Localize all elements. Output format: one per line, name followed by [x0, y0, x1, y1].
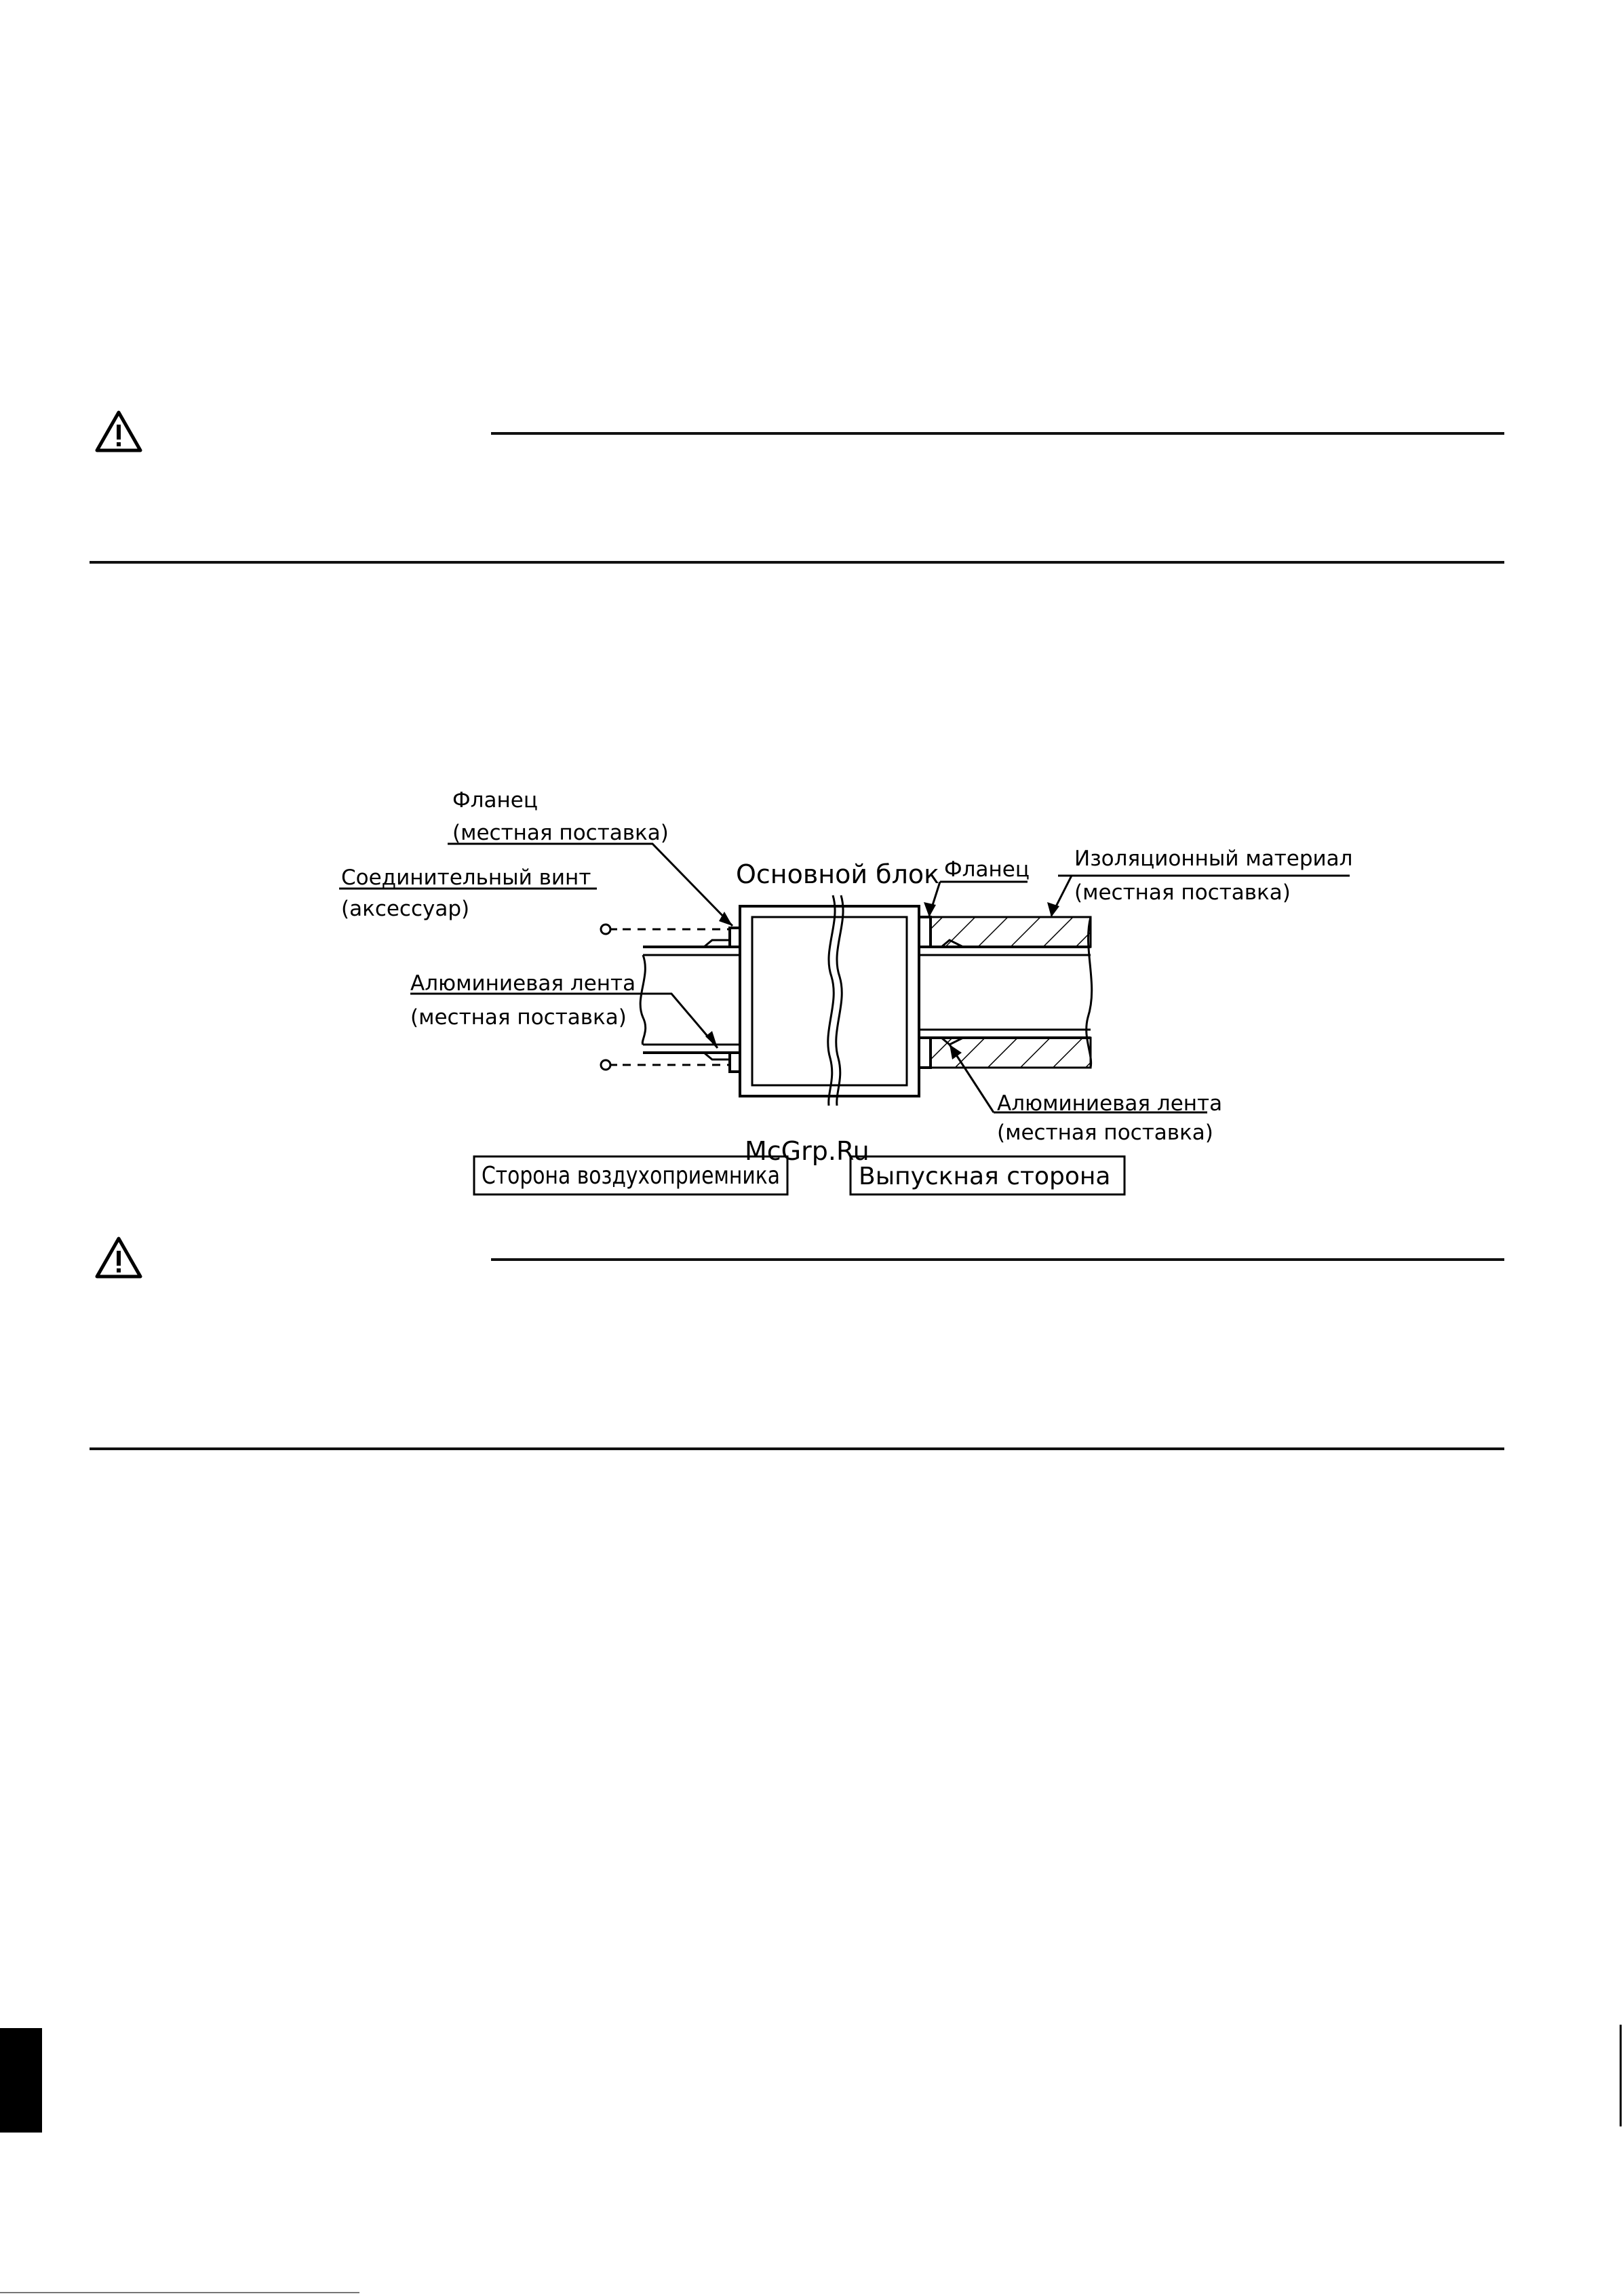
label-intake-side: Сторона воздухоприемника [482, 1162, 780, 1190]
label-screw-supply: (аксессуар) [341, 897, 470, 921]
label-main-unit: Основной блок [736, 859, 940, 889]
label-outlet-side: Выпускная сторона [859, 1163, 1111, 1190]
right-edge-mark [1620, 2025, 1622, 2126]
warning-rule-bottom [491, 1258, 1504, 1261]
label-flange-top-supply: (местная поставка) [452, 821, 669, 845]
main-unit-body [740, 895, 919, 1106]
label-insulation-supply: (местная поставка) [1074, 880, 1291, 905]
watermark-text: McGrp.Ru [745, 1136, 869, 1166]
outlet-duct [919, 917, 1092, 1068]
bottom-edge-line [0, 2292, 359, 2293]
label-tape-left-supply: (местная поставка) [410, 1005, 627, 1030]
label-flange-right: Фланец [944, 857, 1030, 882]
label-tape-right: Алюминиевая лента [997, 1091, 1223, 1116]
label-flange-top: Фланец [452, 788, 538, 813]
label-tape-left: Алюминиевая лента [410, 971, 636, 996]
page-side-tab [0, 2028, 42, 2133]
label-screw: Соединительный винт [341, 865, 591, 890]
warning-triangle-icon [95, 1236, 142, 1279]
section-divider-2 [90, 1447, 1504, 1450]
intake-duct [640, 928, 740, 1072]
label-tape-right-supply: (местная поставка) [997, 1121, 1213, 1145]
label-insulation: Изоляционный материал [1074, 847, 1353, 871]
